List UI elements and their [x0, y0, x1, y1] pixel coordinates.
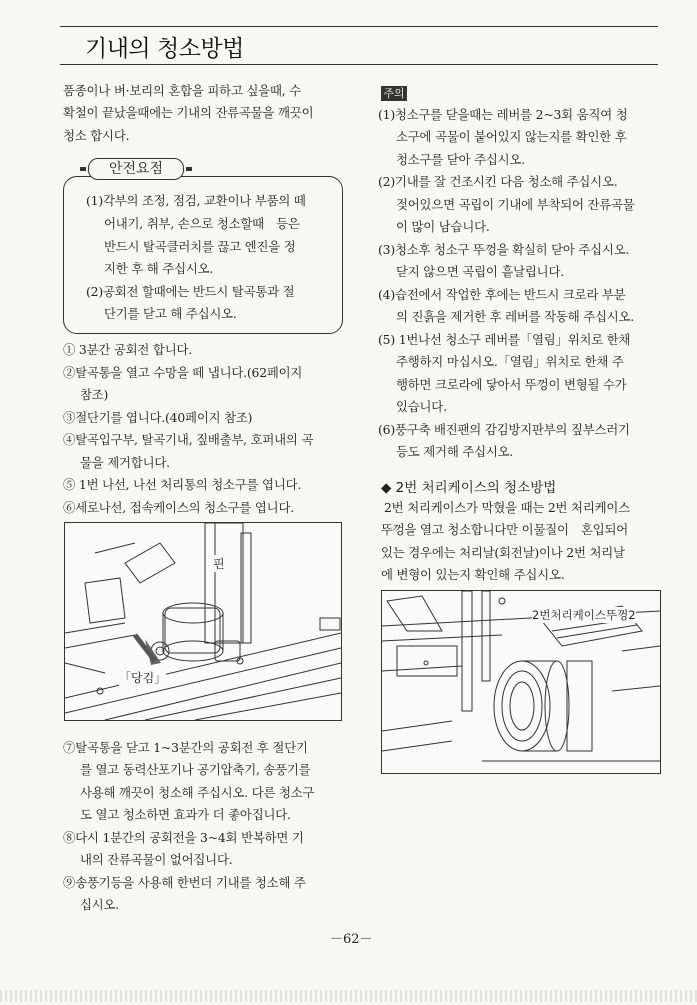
case2-line: 있는 경우에는 처리날(회전날)이나 2번 처리날: [381, 545, 625, 560]
caution-line: (3)청소후 청소구 뚜껑을 확실히 닫아 주십시오.: [378, 242, 630, 257]
safety-line: 반드시 탈곡클러치를 끊고 엔진을 정: [104, 239, 296, 254]
step-item: 사용해 깨끗이 청소해 주십시오. 다른 청소구: [80, 785, 315, 800]
step-item: 내의 잔류곡물이 없어집니다.: [80, 852, 233, 867]
step-item: ②탈곡통을 열고 수망을 떼 냅니다.(62페이지: [63, 365, 303, 380]
intro-line: 품종이나 벼·보리의 혼합을 피하고 싶을때, 수: [63, 83, 302, 98]
safety-line: 지한 후 해 주십시오.: [104, 261, 214, 276]
step-item: 참조): [80, 387, 109, 402]
caution-line: (1)청소구를 닫을때는 레버를 2~3회 움직여 청: [378, 107, 628, 122]
caution-line: 이 많이 남습니다.: [396, 219, 490, 234]
case-cover-figure: [381, 590, 661, 774]
step-item: 십시오.: [80, 897, 120, 912]
safety-line: (1)각부의 조정, 점검, 교환이나 부품의 떼: [86, 193, 306, 208]
header-rule-top: [60, 26, 658, 27]
step-item: ① 3분간 공회전 합니다.: [63, 342, 192, 357]
caution-line: 주행하지 마십시오.「열림」위치로 한채 주: [396, 354, 624, 369]
scan-artifact: [0, 990, 697, 1002]
step-item: ⑧다시 1분간의 공회전을 3~4회 반복하면 기: [63, 830, 304, 845]
caution-line: 소구에 곡물이 붙어있지 않는지를 확인한 후: [396, 129, 627, 144]
step-item: ③절단기를 엽니다.(40페이지 참조): [63, 410, 253, 425]
pin-label: 핀: [213, 557, 225, 571]
caution-line: 등도 제거해 주십시오.: [396, 444, 514, 459]
step-item: ⑤ 1번 나선, 나선 처리통의 청소구를 엽니다.: [63, 477, 302, 492]
pull-label: 「당김」: [119, 671, 167, 685]
caution-badge: 주의: [381, 86, 407, 101]
caution-line: 젖어있으면 곡립이 기내에 부착되어 잔류곡물: [396, 197, 635, 212]
case2-line: 2번 처리케이스가 막혔을 때는 2번 처리케이스: [384, 500, 630, 515]
step-item: ⑨송풍기등을 사용해 한번더 기내를 청소해 주: [63, 875, 306, 890]
caution-line: 닫지 않으면 곡립이 흩날립니다.: [396, 264, 564, 279]
safety-line: 어내기, 취부, 손으로 청소할때 등은: [104, 216, 300, 231]
caution-line: 있습니다.: [396, 399, 447, 414]
caution-line: (4)습전에서 작업한 후에는 반드시 크로라 부분: [378, 287, 626, 302]
case2-line: 에 변형이 있는지 확인해 주십시오.: [381, 567, 565, 582]
intro-line: 청소 합시다.: [63, 128, 130, 143]
machine-illustration: [65, 523, 341, 720]
caution-line: (5) 1번나선 청소구 레버를「열림」위치로 한채: [378, 332, 631, 347]
caution-line: 행하면 크로라에 닿아서 뚜껑이 변형될 수가: [396, 377, 627, 392]
section-heading: ◆ 2번 처리케이스의 청소방법: [381, 480, 557, 496]
caution-line: 청소구를 닫아 주십시오.: [396, 152, 525, 167]
safety-line: (2)공회전 할때에는 반드시 탈곡통과 절: [86, 284, 295, 299]
step-item: ④탈곡입구부, 탈곡기내, 짚배출부, 호퍼내의 곡: [63, 432, 314, 447]
step-item: 를 열고 동력산포기나 공기압축기, 송풍기를: [80, 762, 311, 777]
header-rule-bottom: [60, 64, 658, 65]
caution-line: (6)풍구축 배진팬의 감김방지판부의 짚부스러기: [378, 422, 630, 437]
cleaning-port-figure: [64, 522, 342, 721]
caution-line: (2)기내를 잘 건조시킨 다음 청소해 주십시오.: [378, 174, 618, 189]
case2-line: 뚜껑을 열고 청소합니다만 이물질이 혼입되어: [381, 522, 629, 537]
intro-line: 확철이 끝났을때에는 기내의 잔류곡물을 깨끗이: [63, 105, 314, 120]
safety-line: 단기를 닫고 해 주십시오.: [104, 306, 237, 321]
page-title: 기내의 청소방법: [85, 36, 244, 62]
step-item: 물을 제거합니다.: [80, 455, 170, 470]
safety-box-title: 안전요점: [88, 158, 184, 180]
step-item: 도 열고 청소하면 효과가 더 좋아집니다.: [80, 807, 291, 822]
caution-line: 의 진흙을 제거한 후 레버를 작동해 주십시오.: [396, 309, 635, 324]
step-item: ⑥세로나선, 접속케이스의 청소구를 엽니다.: [63, 500, 294, 515]
cover-label: 2번처리케이스뚜껑2: [532, 608, 636, 622]
page-number: －62－: [330, 932, 373, 947]
step-item: ⑦탈곡통을 닫고 1~3분간의 공회전 후 절단기: [63, 740, 308, 755]
